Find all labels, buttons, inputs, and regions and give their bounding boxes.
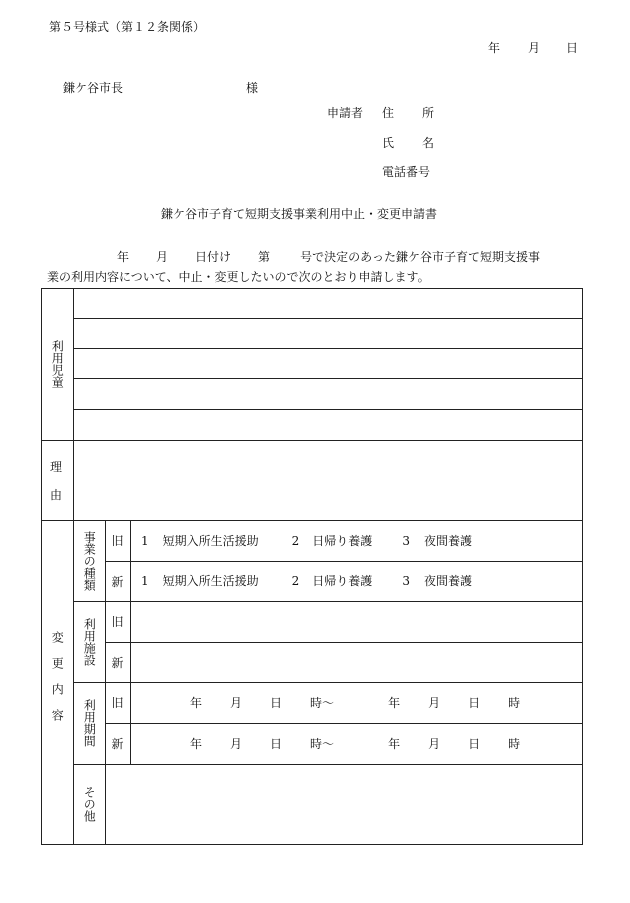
addressee-name: 鎌ケ谷市長 xyxy=(63,81,124,95)
form-number: 第５号様式（第１２条関係） xyxy=(49,20,206,34)
date-month-label: 月 xyxy=(528,41,541,55)
phone-label: 電話番号 xyxy=(382,165,431,179)
address-label: 住 所 xyxy=(382,106,435,120)
period-new-row: 年 月 日 時～ 年 月 日 時 xyxy=(190,737,521,751)
intro-line-1: 年 月 日付け 第 号で決定のあった鎌ケ谷市子育て短期支援事 xyxy=(117,250,540,264)
service-old-label: 旧 xyxy=(111,534,124,548)
other-label: その他 xyxy=(82,786,97,822)
header-date xyxy=(488,42,578,54)
facility-label: 利用施設 xyxy=(82,617,97,666)
date-day-label: 日 xyxy=(566,41,579,55)
document-title: 鎌ケ谷市子育て短期支援事業利用中止・変更申請書 xyxy=(161,207,438,221)
reason-label-2: 由 xyxy=(50,488,63,502)
name-label: 氏 名 xyxy=(382,136,435,150)
period-label: 利用期間 xyxy=(82,699,97,747)
facility-new-label: 新 xyxy=(111,655,124,670)
service-type-label: 事業の種類 xyxy=(82,530,97,591)
child-label: 利用児童 xyxy=(50,339,65,388)
date-year-label: 年 xyxy=(488,41,501,55)
period-new-label: 新 xyxy=(111,737,124,751)
intro-line-2: 業の利用内容について、中止・変更したいので次のとおり申請します。 xyxy=(47,270,430,284)
applicant-label: 申請者 xyxy=(327,106,364,120)
reason-label-1: 理 xyxy=(50,460,63,474)
change-label: 変更内容 xyxy=(50,630,65,735)
facility-old-label: 旧 xyxy=(111,615,124,629)
addressee-honorific: 様 xyxy=(246,81,259,95)
service-options-new: 1 短期入所生活援助 2 日帰り養護 3 夜間養護 xyxy=(141,574,472,588)
service-new-label: 新 xyxy=(111,574,124,589)
period-old-row: 年 月 日 時～ 年 月 日 時 xyxy=(190,696,521,710)
period-old-label: 旧 xyxy=(111,696,124,710)
service-options-old: 1 短期入所生活援助 2 日帰り養護 3 夜間養護 xyxy=(141,534,472,548)
